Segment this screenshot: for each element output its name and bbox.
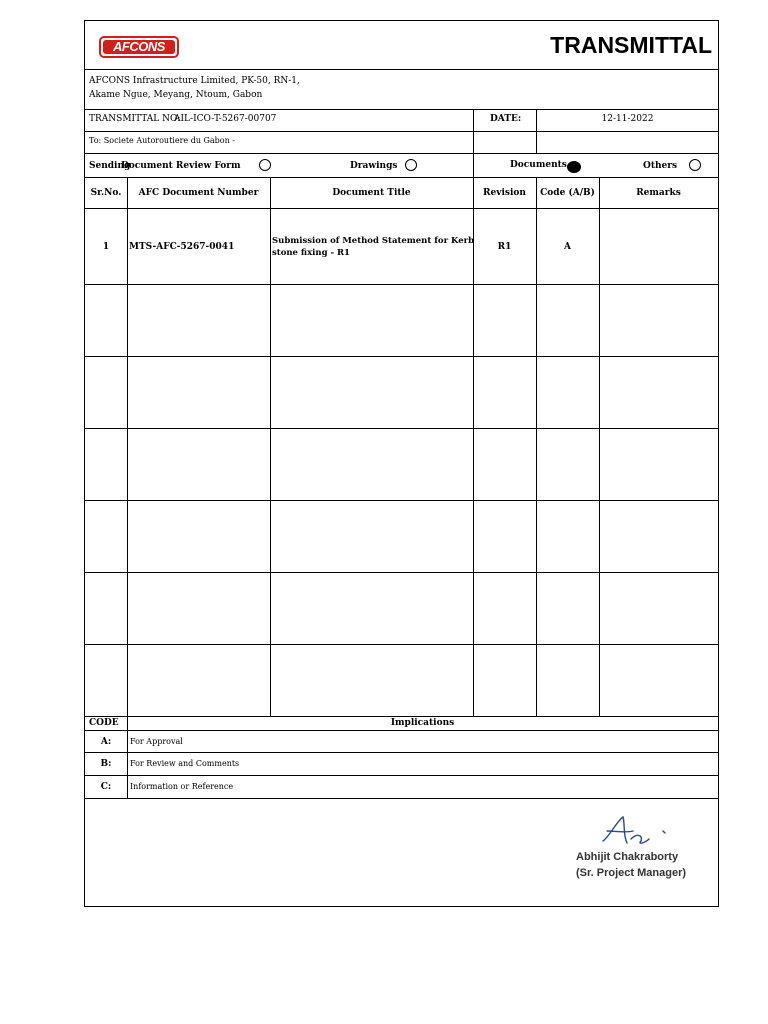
signature-mark bbox=[597, 809, 677, 851]
afcons-logo bbox=[99, 36, 179, 58]
signatory-designation: (Sr. Project Manager) bbox=[576, 867, 687, 879]
row1-title-line2: stone fixing - R1 bbox=[272, 248, 350, 258]
date-label: DATE: bbox=[490, 114, 522, 124]
row1-doc-number: MTS-AFC-5267-0041 bbox=[129, 242, 235, 252]
col-header-doc-title: Document Title bbox=[332, 188, 411, 198]
row1-revision: R1 bbox=[497, 242, 512, 252]
documents-radio[interactable] bbox=[567, 161, 581, 173]
to-recipient: To: Societe Autoroutiere du Gabon - bbox=[89, 136, 236, 145]
col-header-revision: Revision bbox=[483, 188, 526, 198]
col-header-code: Code (A/B) bbox=[540, 188, 595, 198]
address-line-1: AFCONS Infrastructure Limited, PK-50, RN-1, bbox=[89, 76, 300, 86]
row1-code: A bbox=[564, 242, 571, 252]
row1-sr-no: 1 bbox=[102, 242, 110, 252]
col-header-doc-number: AFC Document Number bbox=[138, 188, 259, 198]
signatory-name: Abhijit Chakraborty bbox=[576, 851, 679, 863]
code-b: B: bbox=[100, 759, 112, 769]
sending-label: Sending bbox=[89, 161, 131, 171]
code-c: C: bbox=[100, 782, 112, 792]
logo-text: AFCONS bbox=[103, 40, 175, 54]
sending-option-others-label: Others bbox=[643, 161, 678, 171]
col-header-sr-no: Sr.No. bbox=[90, 188, 122, 198]
code-b-meaning: For Review and Comments bbox=[130, 759, 240, 768]
sending-option-drawings-label: Drawings bbox=[350, 161, 398, 171]
transmittal-number-value: AIL-ICO-T-5267-00707 bbox=[174, 114, 277, 124]
row1-title-line1: Submission of Method Statement for Kerb bbox=[272, 236, 475, 246]
code-a: A: bbox=[100, 737, 112, 747]
date-value: 12-11-2022 bbox=[601, 114, 654, 124]
review-form-radio[interactable] bbox=[259, 159, 271, 171]
others-radio[interactable] bbox=[689, 159, 701, 171]
sending-option-review-form-label: Document Review Form bbox=[121, 161, 241, 171]
drawings-radio[interactable] bbox=[405, 159, 417, 171]
sending-option-documents-label: Documents bbox=[510, 160, 567, 170]
codes-header-implications: Implications bbox=[390, 718, 455, 728]
transmittal-number-label: TRANSMITTAL NO: bbox=[89, 114, 181, 124]
codes-header-code: CODE bbox=[89, 718, 119, 728]
transmittal-sheet bbox=[84, 20, 719, 907]
col-header-remarks: Remarks bbox=[636, 188, 681, 198]
code-a-meaning: For Approval bbox=[130, 737, 183, 746]
document-title: TRANSMITTAL bbox=[550, 32, 712, 58]
code-c-meaning: Information or Reference bbox=[130, 782, 234, 791]
address-line-2: Akame Ngue, Meyang, Ntoum, Gabon bbox=[89, 90, 263, 100]
